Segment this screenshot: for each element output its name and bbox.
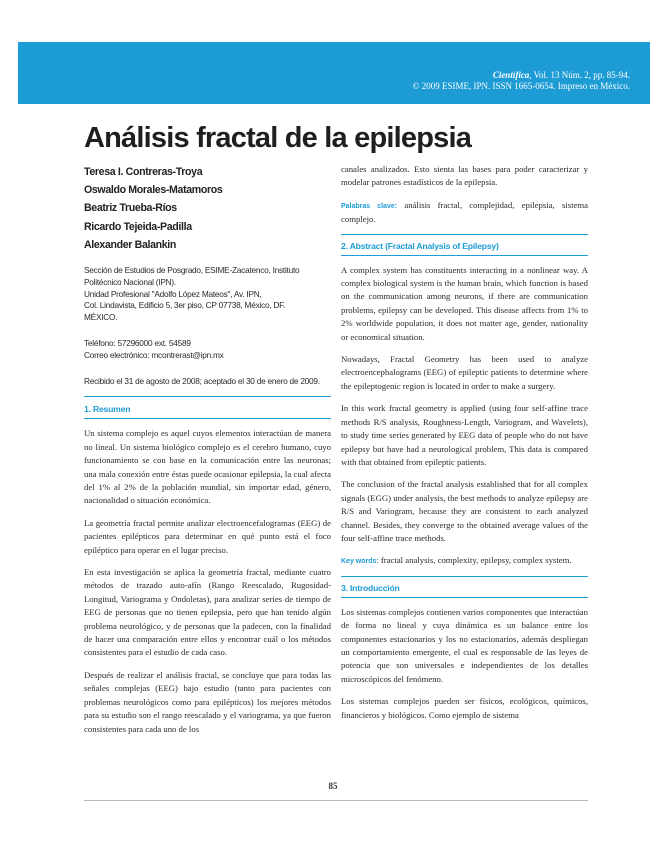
paragraph: canales analizados. Esto sienta las bases para poder caracterizar y modelar patrones estadísticos de la epilepsia. [341, 164, 588, 188]
keywords-text: fractal analysis, complexity, epilepsy, complex system. [380, 555, 572, 566]
keywords-text: análisis fractal, complejidad, epilepsia, sistema complejo. [341, 199, 589, 225]
section-divider [341, 255, 588, 256]
article-title: Análisis fractal de la epilepsia [84, 122, 472, 154]
author-name: Beatriz Trueba-Ríos [84, 202, 177, 215]
affiliation-line: MÉXICO. [84, 312, 118, 323]
page-number: 85 [328, 781, 338, 791]
paragraph: A complex system has constituents interacting in a nonlinear way. A complex biological system is the human brain, which function is based on the communication among neurons, if there are communication problems, epilepsy can be developed. This disease affects from 1% to 2% worldwide population, it does not matter age, gender, nationality or economical situation. [341, 264, 588, 342]
section-divider [341, 597, 588, 598]
journal-name: Científica [492, 70, 530, 80]
section-heading-abstract: 2. Abstract (Fractal Analysis of Epilepsy) [341, 240, 499, 251]
keywords-label: Key words: [341, 558, 379, 566]
received-dates: Recibido el 31 de agosto de 2008; aceptado el 30 de enero de 2009. [84, 375, 320, 386]
left-column [84, 163, 331, 736]
paragraph: In this work fractal geometry is applied (using four self-affine trace methods R/S analysis, Roughness-Length, Variogram, and Wavelets), to study time series generated by EEG data of people who do not have epilepsy but have had a neurological problem, This data is compared with that obtained from epileptic patients. [341, 403, 588, 467]
section-heading-introduccion: 3. Introducción [341, 582, 400, 593]
affiliation-line: Sección de Estudios de Posgrado, ESIME-Zacatenco, Instituto [84, 265, 300, 276]
section-divider [84, 418, 331, 419]
author-name: Teresa I. Contreras-Troya [84, 166, 203, 178]
right-column [341, 163, 588, 722]
paragraph: Un sistema complejo es aquel cuyos elementos interactúan de manera no lineal. Un sistema biológico complejo es el cerebro humano, cuyo funcionamiento se con base en la comunicación entre las neuronas; una mala conexión entre éstas puede ocasionar epilepsia, la cual afecta del 1% al 2% de la población mundial, sin importar edad, género, nacionalidad o situación económica. [84, 428, 331, 506]
paragraph: Los sistemas complejos pueden ser físicos, ecológicos, químicos, financieros y biológicos. Como ejemplo de sistema [341, 696, 588, 720]
affiliation-line: Unidad Profesional "Adolfo López Mateos", Av. IPN, [84, 288, 262, 299]
paragraph: Nowadays, Fractal Geometry has been used to analyze electroencephalograms (EEG) of epileptic patients to determine where the epileptogenic region is located in order to make a surgery. [341, 354, 588, 391]
section-divider [341, 576, 588, 577]
journal-copyright: © 2009 ESIME, IPN. ISSN 1665-0654. Impreso en México. [412, 81, 630, 91]
affiliation-line: Col. Lindavista, Edificio 5, 3er piso, CP 07738, México, DF. [84, 300, 286, 311]
email-address[interactable]: Correo electrónico: mcontrerast@ipn.mx [84, 349, 224, 360]
contact-info [84, 338, 331, 362]
author-name: Oswaldo Morales-Matamoros [84, 184, 223, 197]
journal-header-band [18, 42, 650, 104]
keywords-en [341, 554, 588, 568]
section-heading-resumen: 1. Resumen [84, 404, 131, 415]
paragraph: Después de realizar el análisis fractal, se concluye que para todas las señales complejas (EEG) bajo estudio (tanto para pacientes con problemas neurológicos como para epilépticos) los mejores métodos para su estudio son el rango reescalado y el variograma, ya que fueron consistentes para cada uno de los [84, 669, 331, 734]
phone-number: Teléfono: 57296000 ext. 54589 [84, 338, 191, 348]
author-list [84, 163, 331, 254]
affiliation [84, 265, 331, 324]
footer-rule [84, 800, 588, 801]
paragraph: La geometría fractal permite analizar electroencefalogramas (EEG) de pacientes epilépticos para determinar en qué punto está el foco epiléptico para operar en el lugar preciso. [84, 517, 331, 555]
keywords-label: Palabras clave: [341, 202, 398, 210]
section-divider [84, 396, 331, 397]
journal-citation [413, 70, 630, 92]
paragraph: The conclusion of the fractal analysis established that for all complex signals (EGG) under analysis, the best methods to analyze epilepsy are R/S and Variogram, because they are consistent to each analyzed channel. Besides, they converge to the obtained average values of the four self-affine trace methods. [341, 479, 588, 543]
section-divider [341, 234, 588, 235]
paragraph: En esta investigación se aplica la geometría fractal, mediante cuatro métodos de trazado auto-afín (Rango Reescalado, Rugosidad-Longitud, Variograma y Ondoletas), para analizar series de tiempo de EEG de personas que no tienen epilepsia, pero que han tenido algún problema neurológico, y de personas que la padecen, con la finalidad de hacer una comparación entre ellos y encontrar cuál o los métodos consistentes para el estudio de cada caso. [84, 567, 331, 658]
paragraph: Los sistemas complejos contienen varios componentes que interactúan de forma no lineal y cuya dinámica es un balance entre los componentes estacionarios y los no estacionarios, además despliegan un comportamiento emergente, el cual es responsable de las leyes de potencia que son universales e independientes de los detalles microscópicos del fenómeno. [341, 606, 588, 684]
affiliation-line: Politécnico Nacional (IPN). [84, 276, 176, 287]
keywords-es [341, 199, 588, 227]
author-name: Alexander Balankin [84, 238, 177, 251]
author-name: Ricardo Tejeida-Padilla [84, 220, 192, 233]
journal-volume-info: , Vol. 13 Núm. 2, pp. 85-94. [529, 70, 630, 80]
